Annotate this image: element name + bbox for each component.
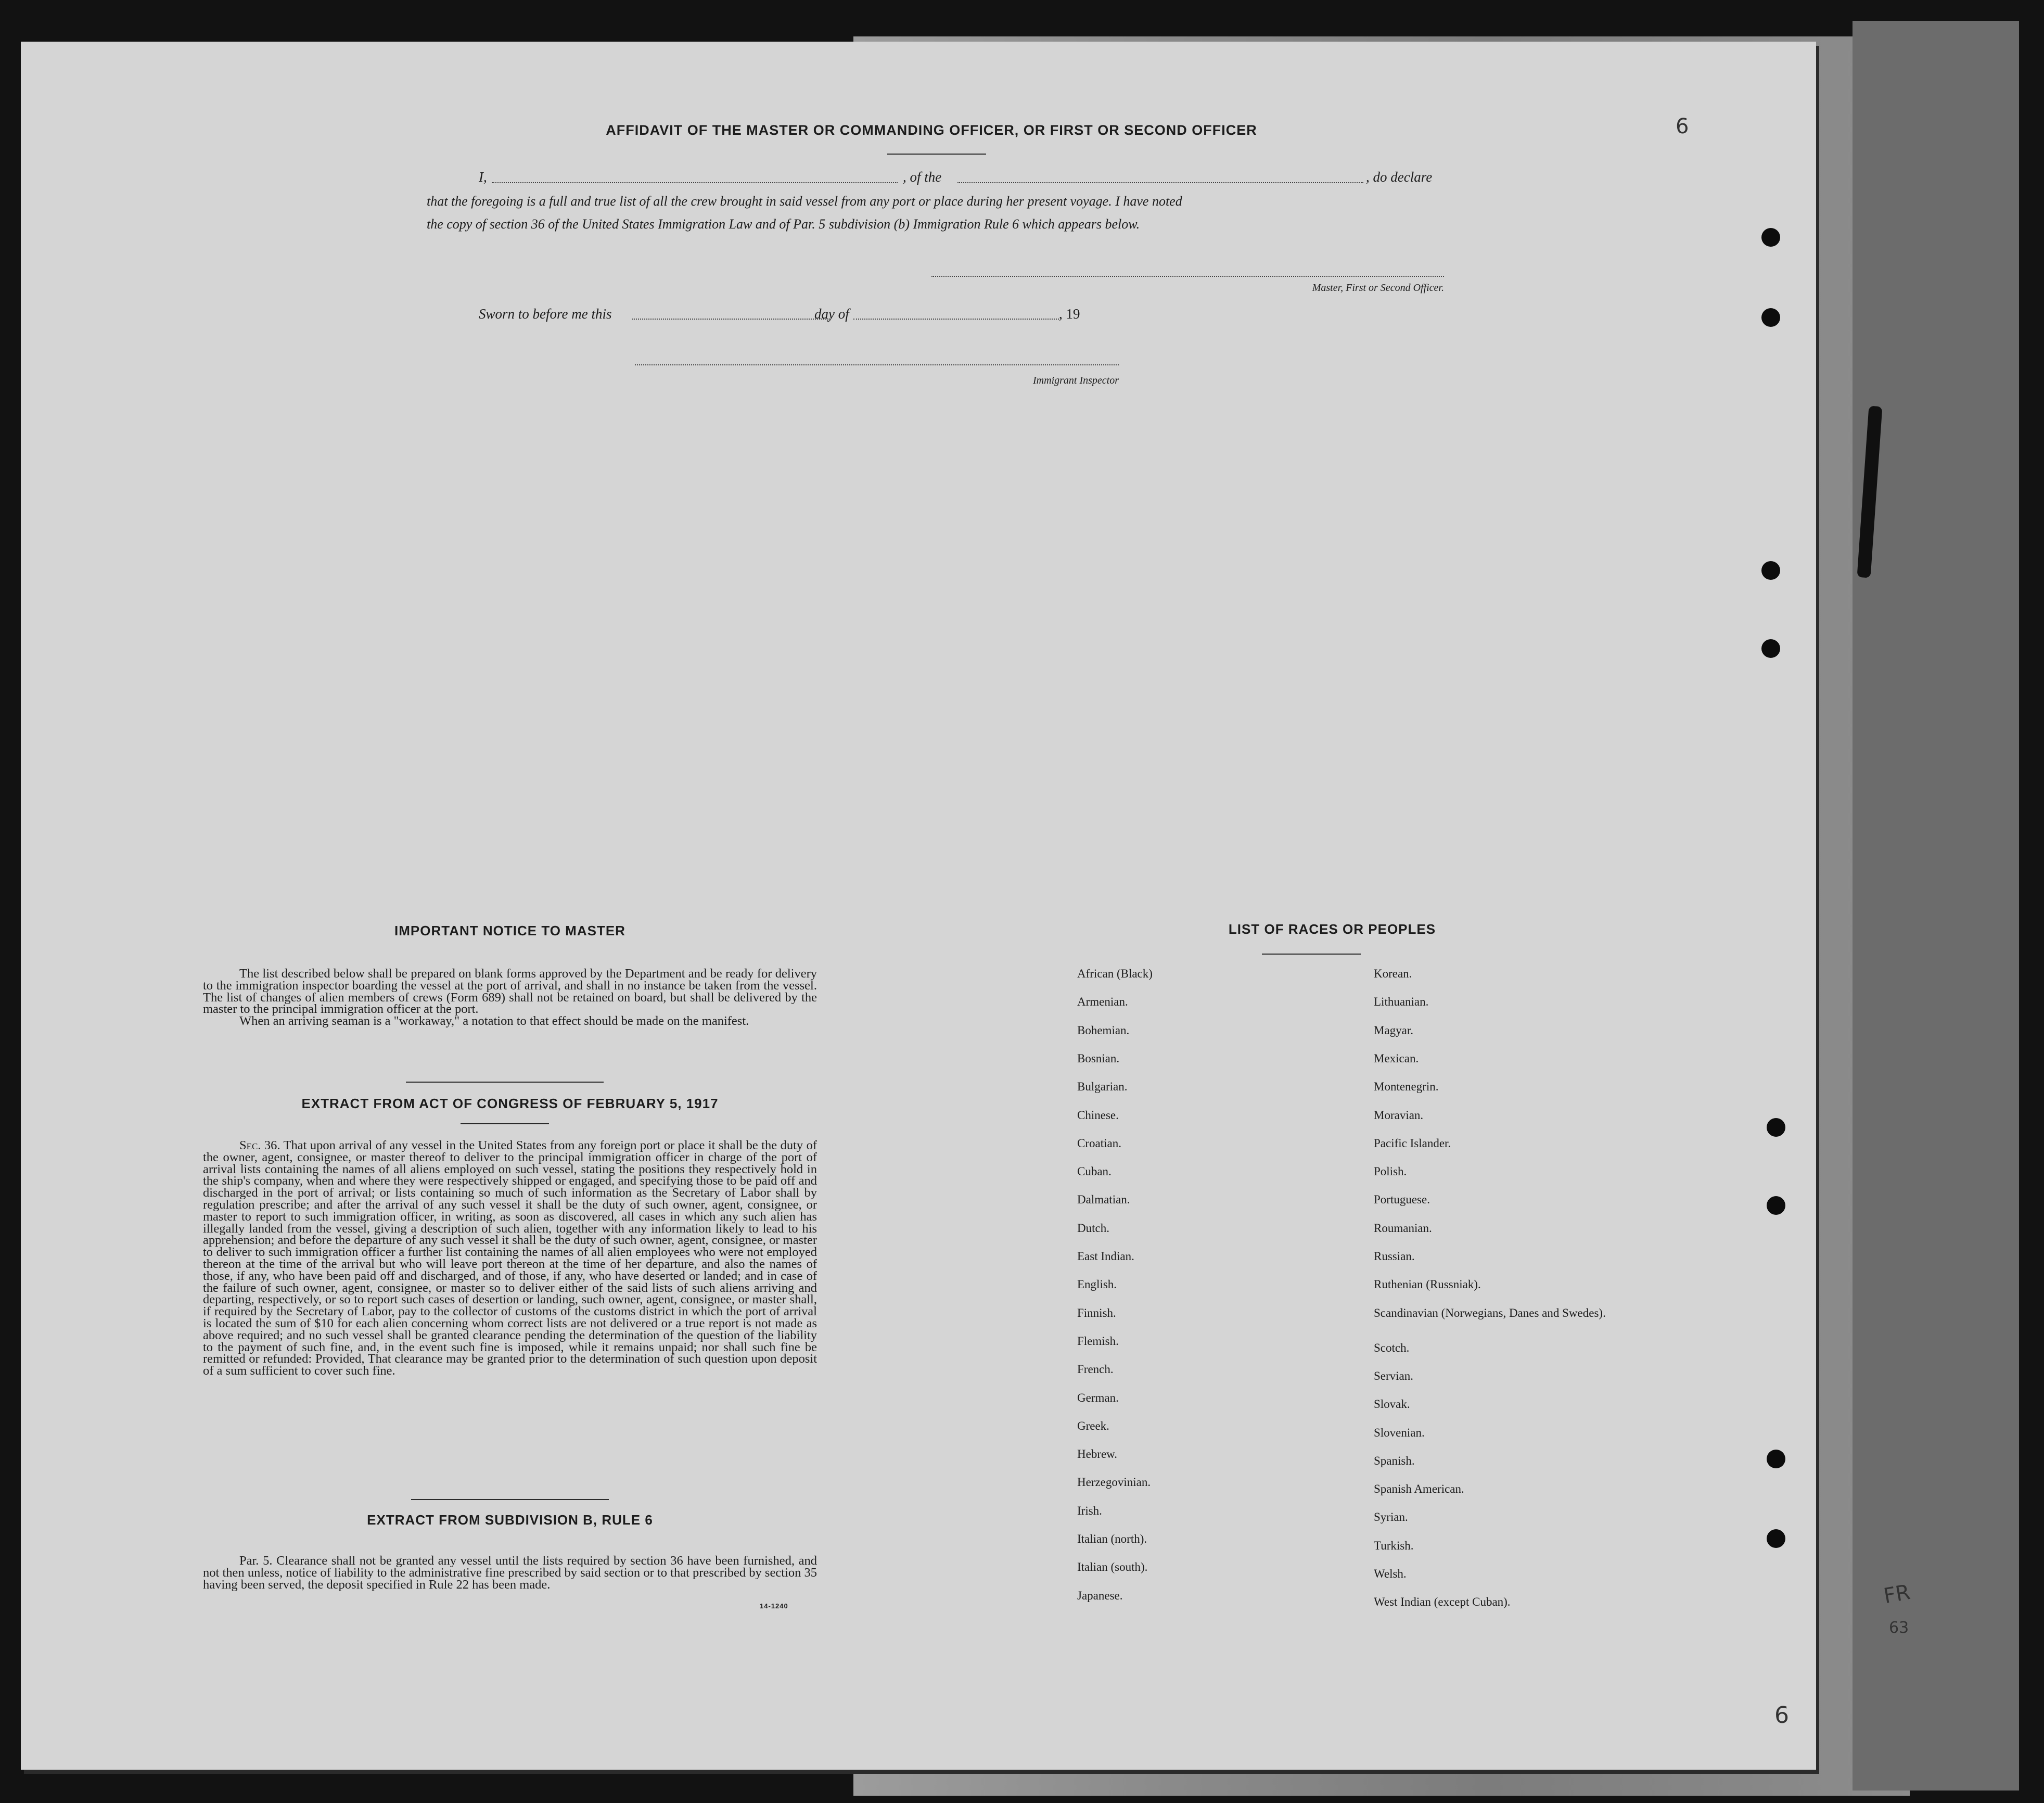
race-item-right: Spanish American. [1374,1482,1464,1496]
race-item-left: Irish. [1077,1504,1102,1517]
inspector-signature-line[interactable] [635,364,1119,365]
race-item-right: Korean. [1374,967,1412,980]
race-item-right: Moravian. [1374,1108,1424,1122]
affidavit-line2: that the foregoing is a full and true list of all the crew brought in said vessel from any port or place during her present voyage. I have noted [427,194,1182,209]
sworn-label: Sworn to before me this [479,306,612,322]
punch-hole [1767,1118,1785,1137]
sworn-day-field[interactable] [632,319,830,320]
race-item-left: Dutch. [1077,1221,1109,1235]
margin-fraction: 63 [1889,1619,1909,1637]
race-item-left: Hebrew. [1077,1448,1118,1461]
race-item-right: Magyar. [1374,1023,1414,1037]
notice-body [203,968,817,1027]
race-item-right: Slovenian. [1374,1426,1425,1439]
race-item-right: Roumanian. [1374,1221,1432,1235]
punch-hole [1767,1450,1785,1468]
inspector-caption: Immigrant Inspector [1033,375,1119,386]
vessel-field[interactable] [957,182,1363,183]
sworn-month-field[interactable] [853,319,1059,320]
day-of-label: day of [814,306,849,322]
race-item-right: Scotch. [1374,1341,1410,1354]
race-item-left: Flemish. [1077,1334,1119,1348]
section-divider [406,1082,604,1083]
punch-hole [1761,308,1780,327]
form-sheet [21,42,1912,1770]
affidavit-of-the: , of the [903,169,942,185]
race-item-right: Russian. [1374,1250,1415,1263]
name-field[interactable] [492,182,898,183]
act-extract-title: EXTRACT FROM ACT OF CONGRESS OF FEBRUARY 5, 1917 [301,1096,719,1111]
race-item-left: Bosnian. [1077,1051,1120,1065]
race-item-left: Bohemian. [1077,1023,1130,1037]
title-underline [887,154,986,155]
affidavit-i: I, [479,169,487,185]
race-item-left: Cuban. [1077,1165,1112,1178]
race-item-left: Dalmatian. [1077,1193,1130,1207]
race-item-right: Servian. [1374,1369,1414,1382]
race-item-left: Armenian. [1077,995,1128,1009]
race-item-left: Finnish. [1077,1306,1116,1319]
race-item-right: Slovak. [1374,1398,1410,1411]
affidavit-declare: , do declare [1366,169,1433,185]
section-divider [461,1123,549,1124]
race-item-right: Ruthenian (Russniak). [1374,1278,1481,1291]
race-item-left: African (Black) [1077,967,1153,980]
race-item-left: Bulgarian. [1077,1080,1128,1094]
race-item-right: Pacific Islander. [1374,1136,1451,1150]
notice-paragraph-2: When an arriving seaman is a "workaway," a notation to that effect should be made on the manifest. [239,1014,749,1029]
rule-extract-title: EXTRACT FROM SUBDIVISION B, RULE 6 [367,1512,653,1528]
act-extract-body [203,1140,817,1377]
punch-hole [1767,1196,1785,1215]
race-item-right: Lithuanian. [1374,995,1429,1009]
race-item-right: Spanish. [1374,1454,1415,1467]
races-title: LIST OF RACES OR PEOPLES [1228,921,1436,937]
race-item-right: Mexican. [1374,1051,1419,1065]
race-item-left: French. [1077,1363,1114,1376]
margin-page-number: 6 [1774,1702,1789,1729]
race-item-left: Italian (south). [1077,1560,1148,1574]
race-item-left: English. [1077,1278,1117,1291]
race-item-left: Croatian. [1077,1136,1121,1150]
punch-hole [1767,1529,1785,1548]
race-item-left: Greek. [1077,1419,1109,1432]
affidavit-line3: the copy of section 36 of the United States Immigration Law and of Par. 5 subdivision (b) Immigration Rule 6 which appears below. [427,217,1140,232]
rule-paragraph: Par. 5. Clearance shall not be granted any vessel until the lists required by section 36 have been furnished, and not then unless, notice of liability to the administrative fine prescribed by said section or to that prescribed by section 35 having been served, the deposit specified in Rule 22 has been made. [203,1554,817,1592]
notice-title: IMPORTANT NOTICE TO MASTER [394,923,625,938]
punch-hole [1761,228,1780,247]
year-label: , 19 [1059,306,1080,322]
race-item-right: West Indian (except Cuban). [1374,1595,1511,1609]
race-item-left: Italian (north). [1077,1532,1147,1545]
punch-hole [1761,561,1780,580]
margin-initials: FR [1882,1580,1912,1609]
race-item-right: Polish. [1374,1165,1407,1178]
notice-paragraph-1: The list described below shall be prepared on blank forms approved by the Department and be ready for delivery to the immigration inspector boarding the vessel at the port of arrival, and shall in no instance be taken from the vessel. The list of changes of alien members of crews (Form 689) shall not be retained on board, but shall be delivered by the master to the principal immigration officer at the port. [203,967,817,1017]
section-label: Sec. 36. [239,1138,280,1152]
form-number: 14-1240 [760,1602,788,1610]
race-item-left: German. [1077,1391,1119,1404]
rule-extract-body [203,1555,817,1591]
race-item-right: Syrian. [1374,1510,1408,1524]
race-item-right: Montenegrin. [1374,1080,1439,1094]
race-item-left: Herzegovinian. [1077,1476,1151,1489]
section-divider [411,1499,609,1500]
board-edge [1853,21,2019,1791]
margin-note: 6 [1676,115,1689,138]
race-item-left: East Indian. [1077,1250,1134,1263]
master-caption: Master, First or Second Officer. [1312,282,1444,294]
race-item-left: Japanese. [1077,1589,1123,1602]
punch-hole [1761,639,1780,658]
races-underline [1262,954,1361,955]
master-signature-line[interactable] [931,276,1444,277]
race-item-right: Portuguese. [1374,1193,1430,1207]
affidavit-title: AFFIDAVIT OF THE MASTER OR COMMANDING OFFICER, OR FIRST OR SECOND OFFICER [606,122,1257,138]
race-item-right: Turkish. [1374,1539,1414,1552]
race-item-left: Chinese. [1077,1108,1119,1122]
race-item-right: Scandinavian (Norwegians, Danes and Swedes). [1374,1306,1606,1319]
race-item-right: Welsh. [1374,1567,1407,1580]
section-36-text: That upon arrival of any vessel in the United States from any foreign port or place it shall be the duty of the owner, agent, consignee, or master thereof to deliver to the principal immigration officer in charge of the port of arrival lists containing the names of all aliens employed on such vessel, stating the positions they respectively hold in the ship's company, when and where they were respectively shipped or engaged, and specifying those to be paid off and discharged in the port of arrival; or lists containing so much of such information as the Secretary of Labor shall by regulation prescribe; and after the arrival of any such vessel it shall be the duty of such owner, agent, consignee, or master to report to such immigration officer, in writing, as soon as discovered, all cases in which any such alien has illegally landed from the vessel, giving a description of such alien, together with any information likely to lead to his apprehension; and before the departure of any such vessel it shall be the duty of such owner, agent, consignee, or master to deliver to such immigration officer a further list containing the names of all alien employees who were not employed thereon at the time of the arrival but who will leave port thereon at the time of her departure, and also the names of those, if any, who have been paid off and discharged, and of those, if any, who have deserted or landed; and in case of the failure of such owner, agent, consignee, or master so to deliver either of the said lists of such aliens arriving and departing, respectively, or so to report such cases of desertion or landing, such owner, agent, consignee, or master shall, if required by the Secretary of Labor, pay to the collector of customs of the customs district in which the port of arrival is located the sum of $10 for each alien concerning whom correct lists are not delivered or a true report is not made as above required; and no such vessel shall be granted clearance pending the determination of the question of the liability to the payment of such fine, and, in the event such fine is imposed, while it remains unpaid; nor shall such fine be remitted or refunded: Provided, That clearance may be granted prior to the determination of such question upon deposit of a sum sufficient to cover such fine. [203,1138,817,1378]
